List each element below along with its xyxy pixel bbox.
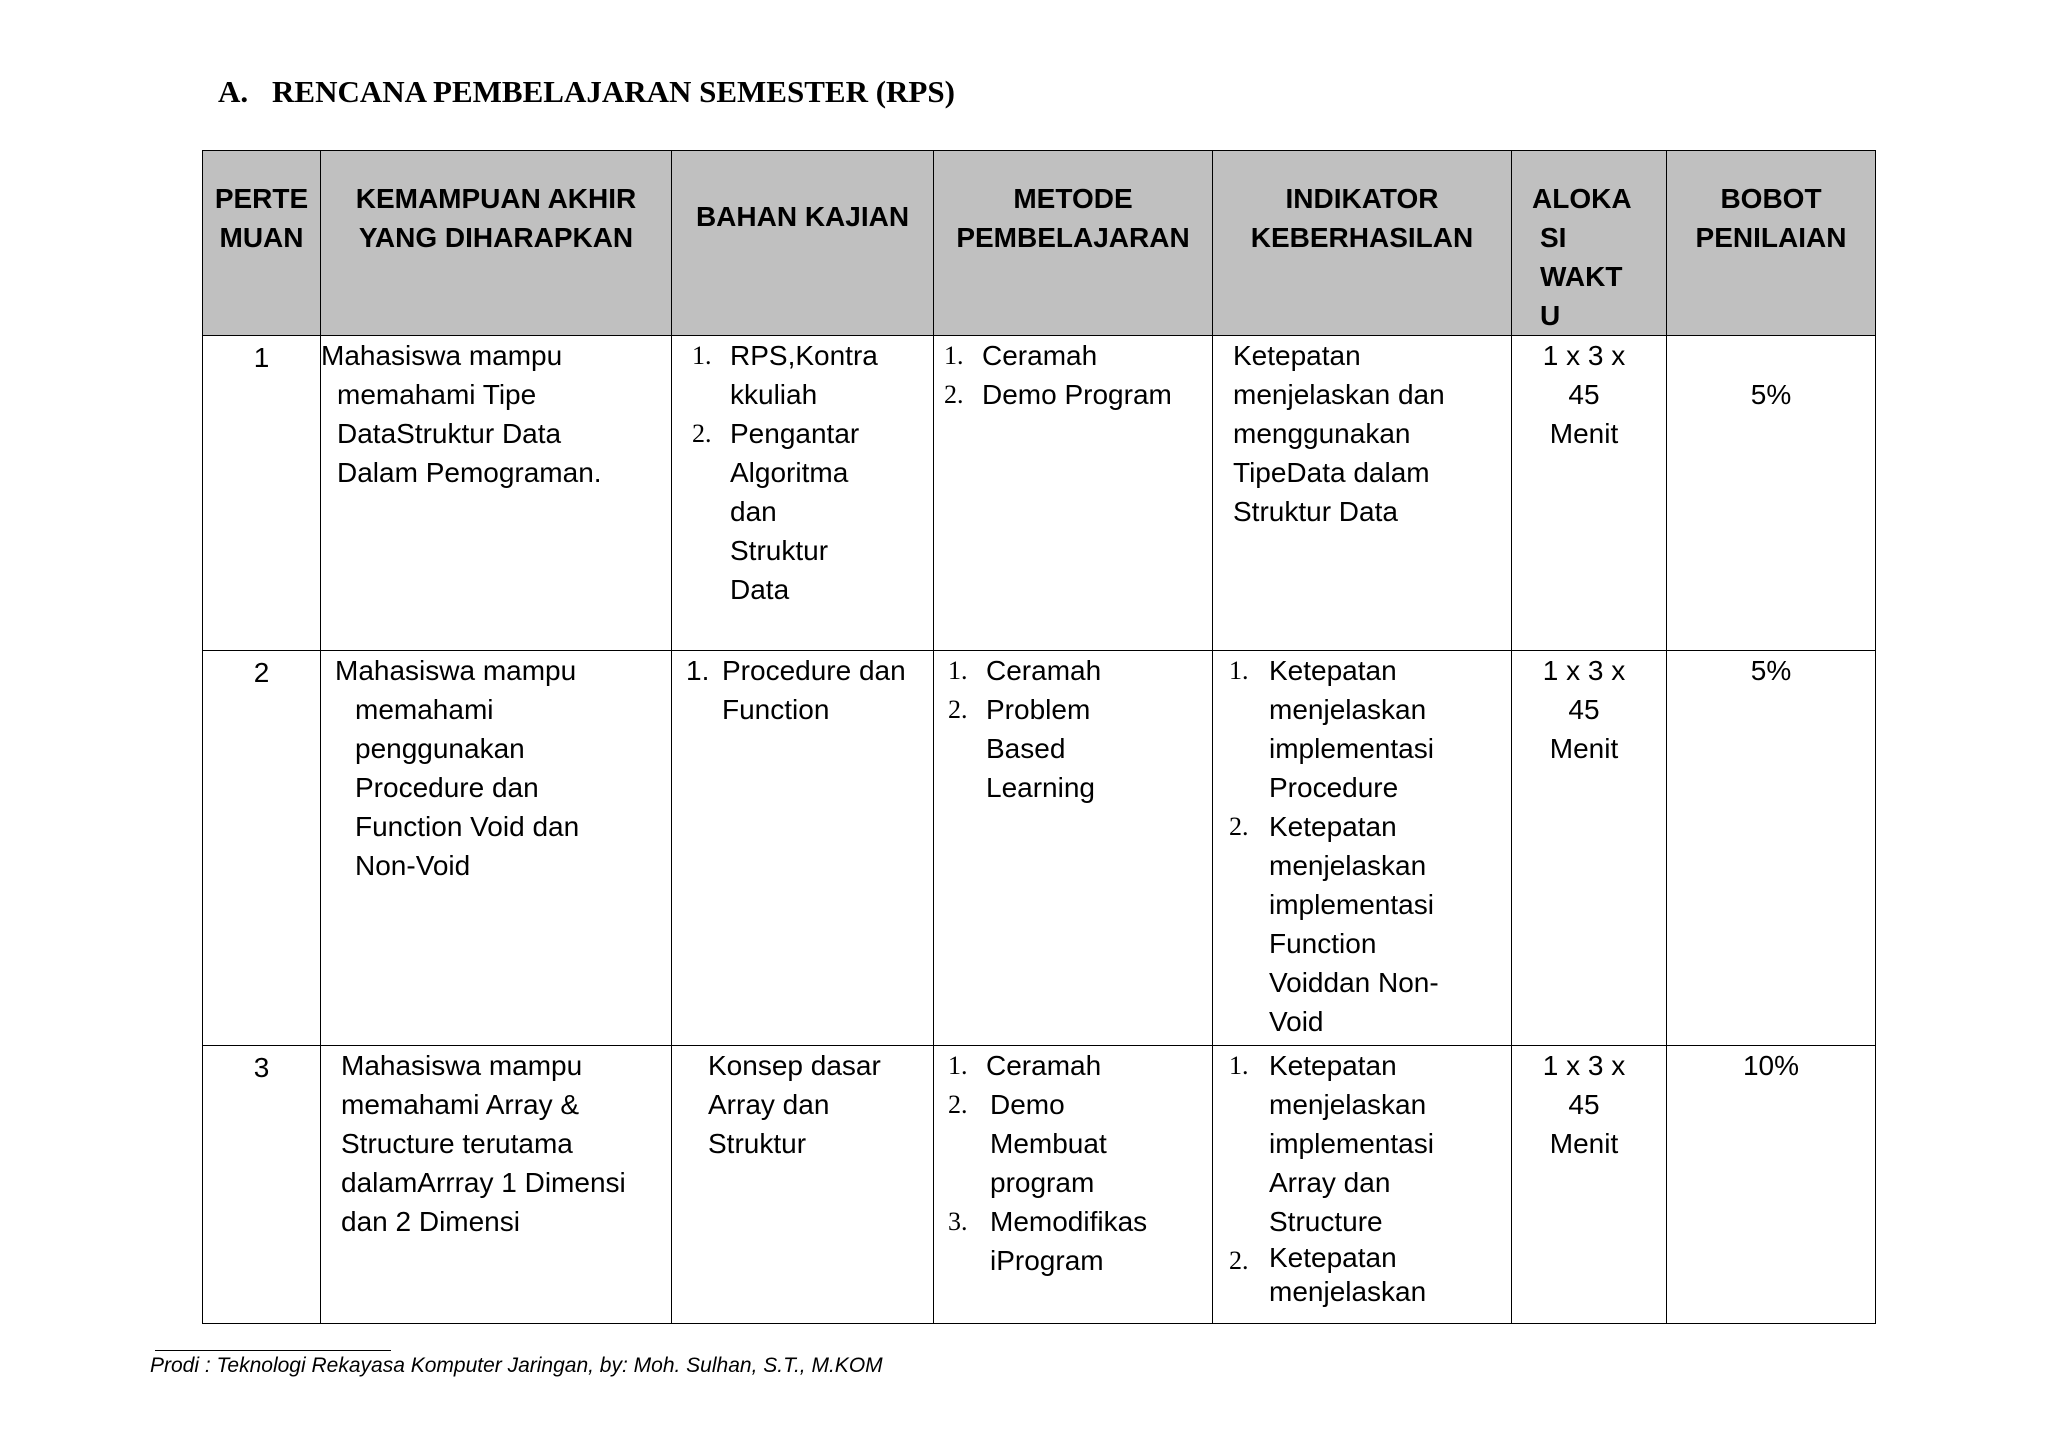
header-line: PERTE (214, 183, 309, 214)
cell-bobot (1667, 1046, 1876, 1324)
section-heading (218, 74, 955, 110)
list-marker: 2. (944, 380, 964, 409)
header-bahan (672, 151, 934, 336)
header-line: KEMAMPUAN AKHIR (355, 183, 637, 214)
list-marker: 2. (948, 1090, 968, 1119)
header-line: METODE (1013, 183, 1133, 214)
bahan-list (688, 336, 913, 609)
list-marker: 1. (944, 341, 964, 370)
list-item (1225, 651, 1491, 807)
list-item (940, 336, 1202, 375)
header-line: YANG DIHARAPKAN (358, 222, 634, 253)
list-item (1225, 1046, 1491, 1241)
section-title: RENCANA PEMBELAJARAN SEMESTER (RPS) (272, 74, 955, 109)
header-line: PENILAIAN (1695, 222, 1847, 253)
list-text: Ceramah (986, 655, 1102, 686)
alokasi-text: 1 x 3 x 45 Menit (1542, 1050, 1626, 1159)
table-row (203, 1046, 1876, 1324)
cell-metode (934, 1046, 1213, 1324)
cell-bobot (1667, 336, 1876, 651)
list-item (682, 651, 923, 729)
list-text: Demo Membuat program (990, 1089, 1107, 1198)
metode-list (944, 1046, 1182, 1280)
rps-table (202, 150, 1876, 1324)
page-footer: Prodi : Teknologi Rekayasa Komputer Jaringan, by: Moh. Sulhan, S.T., M.KOM (150, 1354, 883, 1377)
cell-indikator (1213, 651, 1512, 1046)
cell-kemampuan (321, 336, 672, 651)
cell-indikator (1213, 336, 1512, 651)
header-line: BAHAN KAJIAN (695, 201, 910, 232)
header-line: U (1540, 300, 1561, 331)
alokasi-text: 1 x 3 x 45 Menit (1542, 655, 1626, 764)
list-text: RPS,Kontra kkuliah (730, 340, 878, 410)
list-text: Problem Based Learning (986, 694, 1095, 803)
list-item (944, 651, 1182, 690)
kemampuan-text: Mahasiswa mampu memahami penggunakan Procedure dan Function Void dan Non-Void (335, 655, 580, 881)
list-item (940, 375, 1202, 414)
cell-alokasi (1512, 336, 1667, 651)
header-line: MUAN (219, 222, 304, 253)
list-text: Procedure dan Function (722, 655, 906, 725)
table-row (203, 651, 1876, 1046)
list-text: Ketepatan menjelaskan (1269, 1242, 1427, 1307)
alokasi-text: 1 x 3 x 45 Menit (1542, 340, 1626, 449)
header-alokasi (1512, 151, 1667, 336)
list-marker: 1. (1229, 1051, 1249, 1080)
header-pertemuan (203, 151, 321, 336)
kemampuan-text: Mahasiswa mampu memahami Tipe DataStruktur Data Dalam Pemograman. (321, 340, 602, 488)
cell-pertemuan: 2 (203, 651, 321, 1046)
kemampuan-text: Mahasiswa mampu memahami Array & Structure terutama dalamArrray 1 Dimensi dan 2 Dimensi (341, 1050, 626, 1237)
indikator-text: Ketepatan menjelaskan dan menggunakan TipeData dalam Struktur Data (1233, 340, 1445, 527)
header-line: KEBERHASILAN (1250, 222, 1474, 253)
list-text: Ketepatan menjelaskan implementasi Function Voiddan Non-Void (1269, 811, 1439, 1037)
indikator-list (1225, 651, 1491, 1041)
list-marker: 1. (1229, 656, 1249, 685)
list-item (688, 336, 913, 414)
list-marker: 1. (948, 656, 968, 685)
cell-bahan (672, 651, 934, 1046)
bobot-text: 5% (1750, 379, 1792, 410)
metode-list (940, 336, 1202, 414)
bobot-text: 10% (1742, 1050, 1800, 1081)
header-line: WAKT (1540, 261, 1623, 292)
bobot-text: 5% (1750, 655, 1792, 686)
section-letter: A. (218, 74, 249, 109)
list-item (688, 414, 913, 609)
cell-metode (934, 651, 1213, 1046)
list-text: Pengantar Algoritma dan Struktur Data (730, 418, 860, 605)
header-line: SI (1540, 222, 1567, 253)
header-line: BOBOT (1720, 183, 1822, 214)
list-text: Demo Program (982, 379, 1172, 410)
header-line: PEMBELAJARAN (956, 222, 1190, 253)
list-text: Ceramah (986, 1050, 1102, 1081)
cell-bahan (672, 1046, 934, 1324)
cell-metode (934, 336, 1213, 651)
list-marker: 1. (692, 341, 712, 370)
cell-pertemuan: 1 (203, 336, 321, 651)
cell-alokasi (1512, 651, 1667, 1046)
list-item (944, 1202, 1182, 1280)
cell-bobot (1667, 651, 1876, 1046)
header-metode (934, 151, 1213, 336)
list-item (1225, 1241, 1491, 1311)
list-marker: 2. (948, 695, 968, 724)
header-line: ALOKA (1532, 183, 1632, 214)
cell-kemampuan (321, 651, 672, 1046)
list-marker: 2. (1229, 1246, 1249, 1275)
list-text: Ceramah (982, 340, 1098, 371)
list-text: Memodifikas iProgram (990, 1206, 1148, 1276)
list-item (1225, 807, 1491, 1041)
table-row (203, 336, 1876, 651)
header-kemampuan (321, 151, 672, 336)
cell-pertemuan: 3 (203, 1046, 321, 1324)
metode-list (944, 651, 1182, 807)
list-text: Ketepatan menjelaskan implementasi Array dan Structure (1269, 1050, 1434, 1237)
header-row (203, 151, 1876, 336)
header-line: INDIKATOR (1285, 183, 1439, 214)
list-item (944, 1085, 1182, 1202)
cell-alokasi (1512, 1046, 1667, 1324)
cell-indikator (1213, 1046, 1512, 1324)
cell-bahan (672, 336, 934, 651)
list-item (944, 690, 1182, 807)
list-marker: 2. (692, 419, 712, 448)
list-marker: 3. (948, 1207, 968, 1236)
header-indikator (1213, 151, 1512, 336)
list-marker: 2. (1229, 812, 1249, 841)
list-item (944, 1046, 1182, 1085)
bahan-list (682, 651, 923, 729)
cell-kemampuan (321, 1046, 672, 1324)
header-bobot (1667, 151, 1876, 336)
list-marker: 1. (948, 1051, 968, 1080)
indikator-list (1225, 1046, 1491, 1311)
list-marker: 1. (686, 655, 710, 686)
list-text: Ketepatan menjelaskan implementasi Procedure (1269, 655, 1434, 803)
bahan-text: Konsep dasar Array dan Struktur (708, 1050, 881, 1159)
footer-divider (155, 1350, 391, 1351)
